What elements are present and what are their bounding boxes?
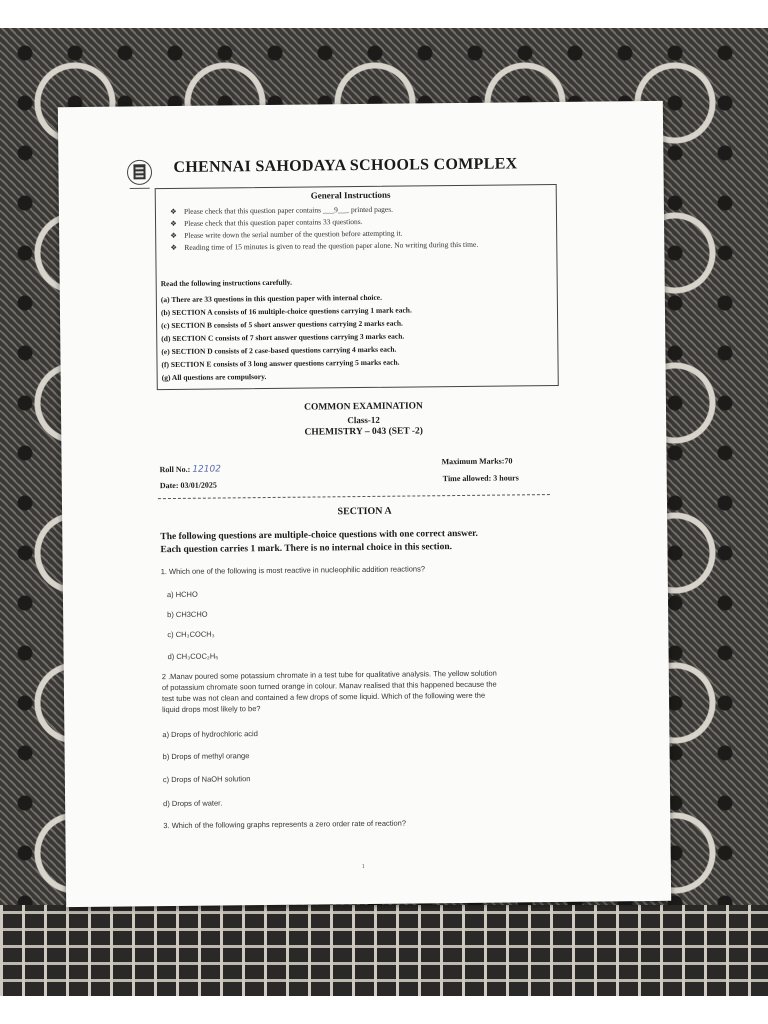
section-a-intro-line1: The following questions are multiple-choice questions with one correct answer. [160, 528, 478, 543]
instruction-item: (e) SECTION D consists of 2 case-based questions carrying 4 marks each. [161, 344, 397, 357]
school-name: CHENNAI SAHODAYA SCHOOLS COMPLEX [173, 155, 518, 176]
diamond-bullet-icon: ❖ [170, 218, 177, 229]
q1-option-c: c) CH₃COCH₃ [167, 629, 215, 640]
diamond-bullet-icon: ❖ [170, 242, 178, 253]
roll-number [160, 465, 221, 476]
question-2-line1: 2 .Manav poured some potassium chromate in a test tube for qualitative analysis. The yellow solution [161, 668, 497, 682]
q2-option-d: d) Drops of water. [163, 798, 223, 809]
diamond-bullet-icon: ❖ [169, 206, 177, 217]
section-a-intro-line2: Each question carries 1 mark. There is no internal choice in this section. [160, 542, 453, 556]
instruction-item: (d) SECTION C consists of 7 short answer questions carrying 3 marks each. [161, 331, 405, 344]
instruction-item: (b) SECTION A consists of 16 multiple-choice questions carrying 1 mark each. [160, 305, 412, 318]
instruction-item: (a) There are 33 questions in this question paper with internal choice. [160, 292, 383, 305]
exam-paper-sheet [58, 101, 671, 907]
instruction-bullet: ❖ Please write down the serial number of the question before attempting it. [170, 228, 403, 241]
page-number: 1 [361, 864, 365, 871]
q1-option-d: d) CH₃COC₂H₅ [167, 651, 219, 662]
roll-number-label: Roll No.: [159, 464, 191, 475]
general-instructions-box [155, 184, 559, 390]
instruction-item: (c) SECTION B consists of 5 short answer questions carrying 2 marks each. [161, 318, 403, 331]
q2-option-a: a) Drops of hydrochloric acid [162, 729, 258, 740]
exam-date: Date: 03/01/2025 [159, 480, 217, 491]
time-allowed: Time allowed: 3 hours [442, 473, 519, 484]
instruction-bullet: ❖ Reading time of 15 minutes is given to read the question paper alone. No writing during this time. [170, 239, 479, 253]
question-2-line4: liquid drops most likely to be? [162, 704, 261, 715]
divider-line [158, 494, 550, 499]
instruction-item: (g) All questions are compulsory. [161, 372, 267, 383]
q1-option-b: b) CH3CHO [167, 609, 208, 620]
school-emblem-icon [124, 158, 154, 194]
instruction-bullet: ❖ Please check that this question paper contains 33 questions. [170, 217, 363, 229]
maximum-marks: Maximum Marks:70 [441, 456, 513, 467]
question-3: 3. Which of the following graphs represents a zero order rate of reaction? [163, 818, 407, 831]
instruction-items [161, 290, 413, 384]
instruction-bullets [170, 202, 550, 254]
instruction-bullet: ❖ Please check that this question paper contains ___9___ printed pages. [169, 204, 394, 217]
q1-option-a: a) HCHO [166, 589, 198, 600]
exam-name: COMMON EXAMINATION [304, 401, 423, 413]
exam-class: Class-12 [347, 414, 380, 426]
instruction-item: (f) SECTION E consists of 3 long answer questions carrying 5 marks each. [161, 357, 400, 370]
roll-number-handwritten: 12102 [192, 464, 221, 475]
general-instructions-title: General Instructions [310, 189, 391, 201]
q2-option-c: c) Drops of NaOH solution [162, 774, 251, 785]
q2-option-b: b) Drops of methyl orange [162, 751, 250, 762]
question-2-line3: test tube was not clean and contained a few drops of some liquid. Which of the following were the [161, 690, 486, 704]
section-a-title: SECTION A [337, 505, 392, 518]
exam-subject: CHEMISTRY – 043 (SET -2) [304, 426, 424, 438]
fabric-border-band [0, 905, 768, 996]
question-1: 1. Which one of the following is most reactive in nucleophilic addition reactions? [160, 564, 426, 577]
question-2-line2: of potassium chromate soon turned orange in colour. Manav realised that this happened because the [161, 679, 497, 693]
read-instructions-heading: Read the following instructions carefully. [160, 277, 293, 289]
diamond-bullet-icon: ❖ [170, 230, 177, 241]
